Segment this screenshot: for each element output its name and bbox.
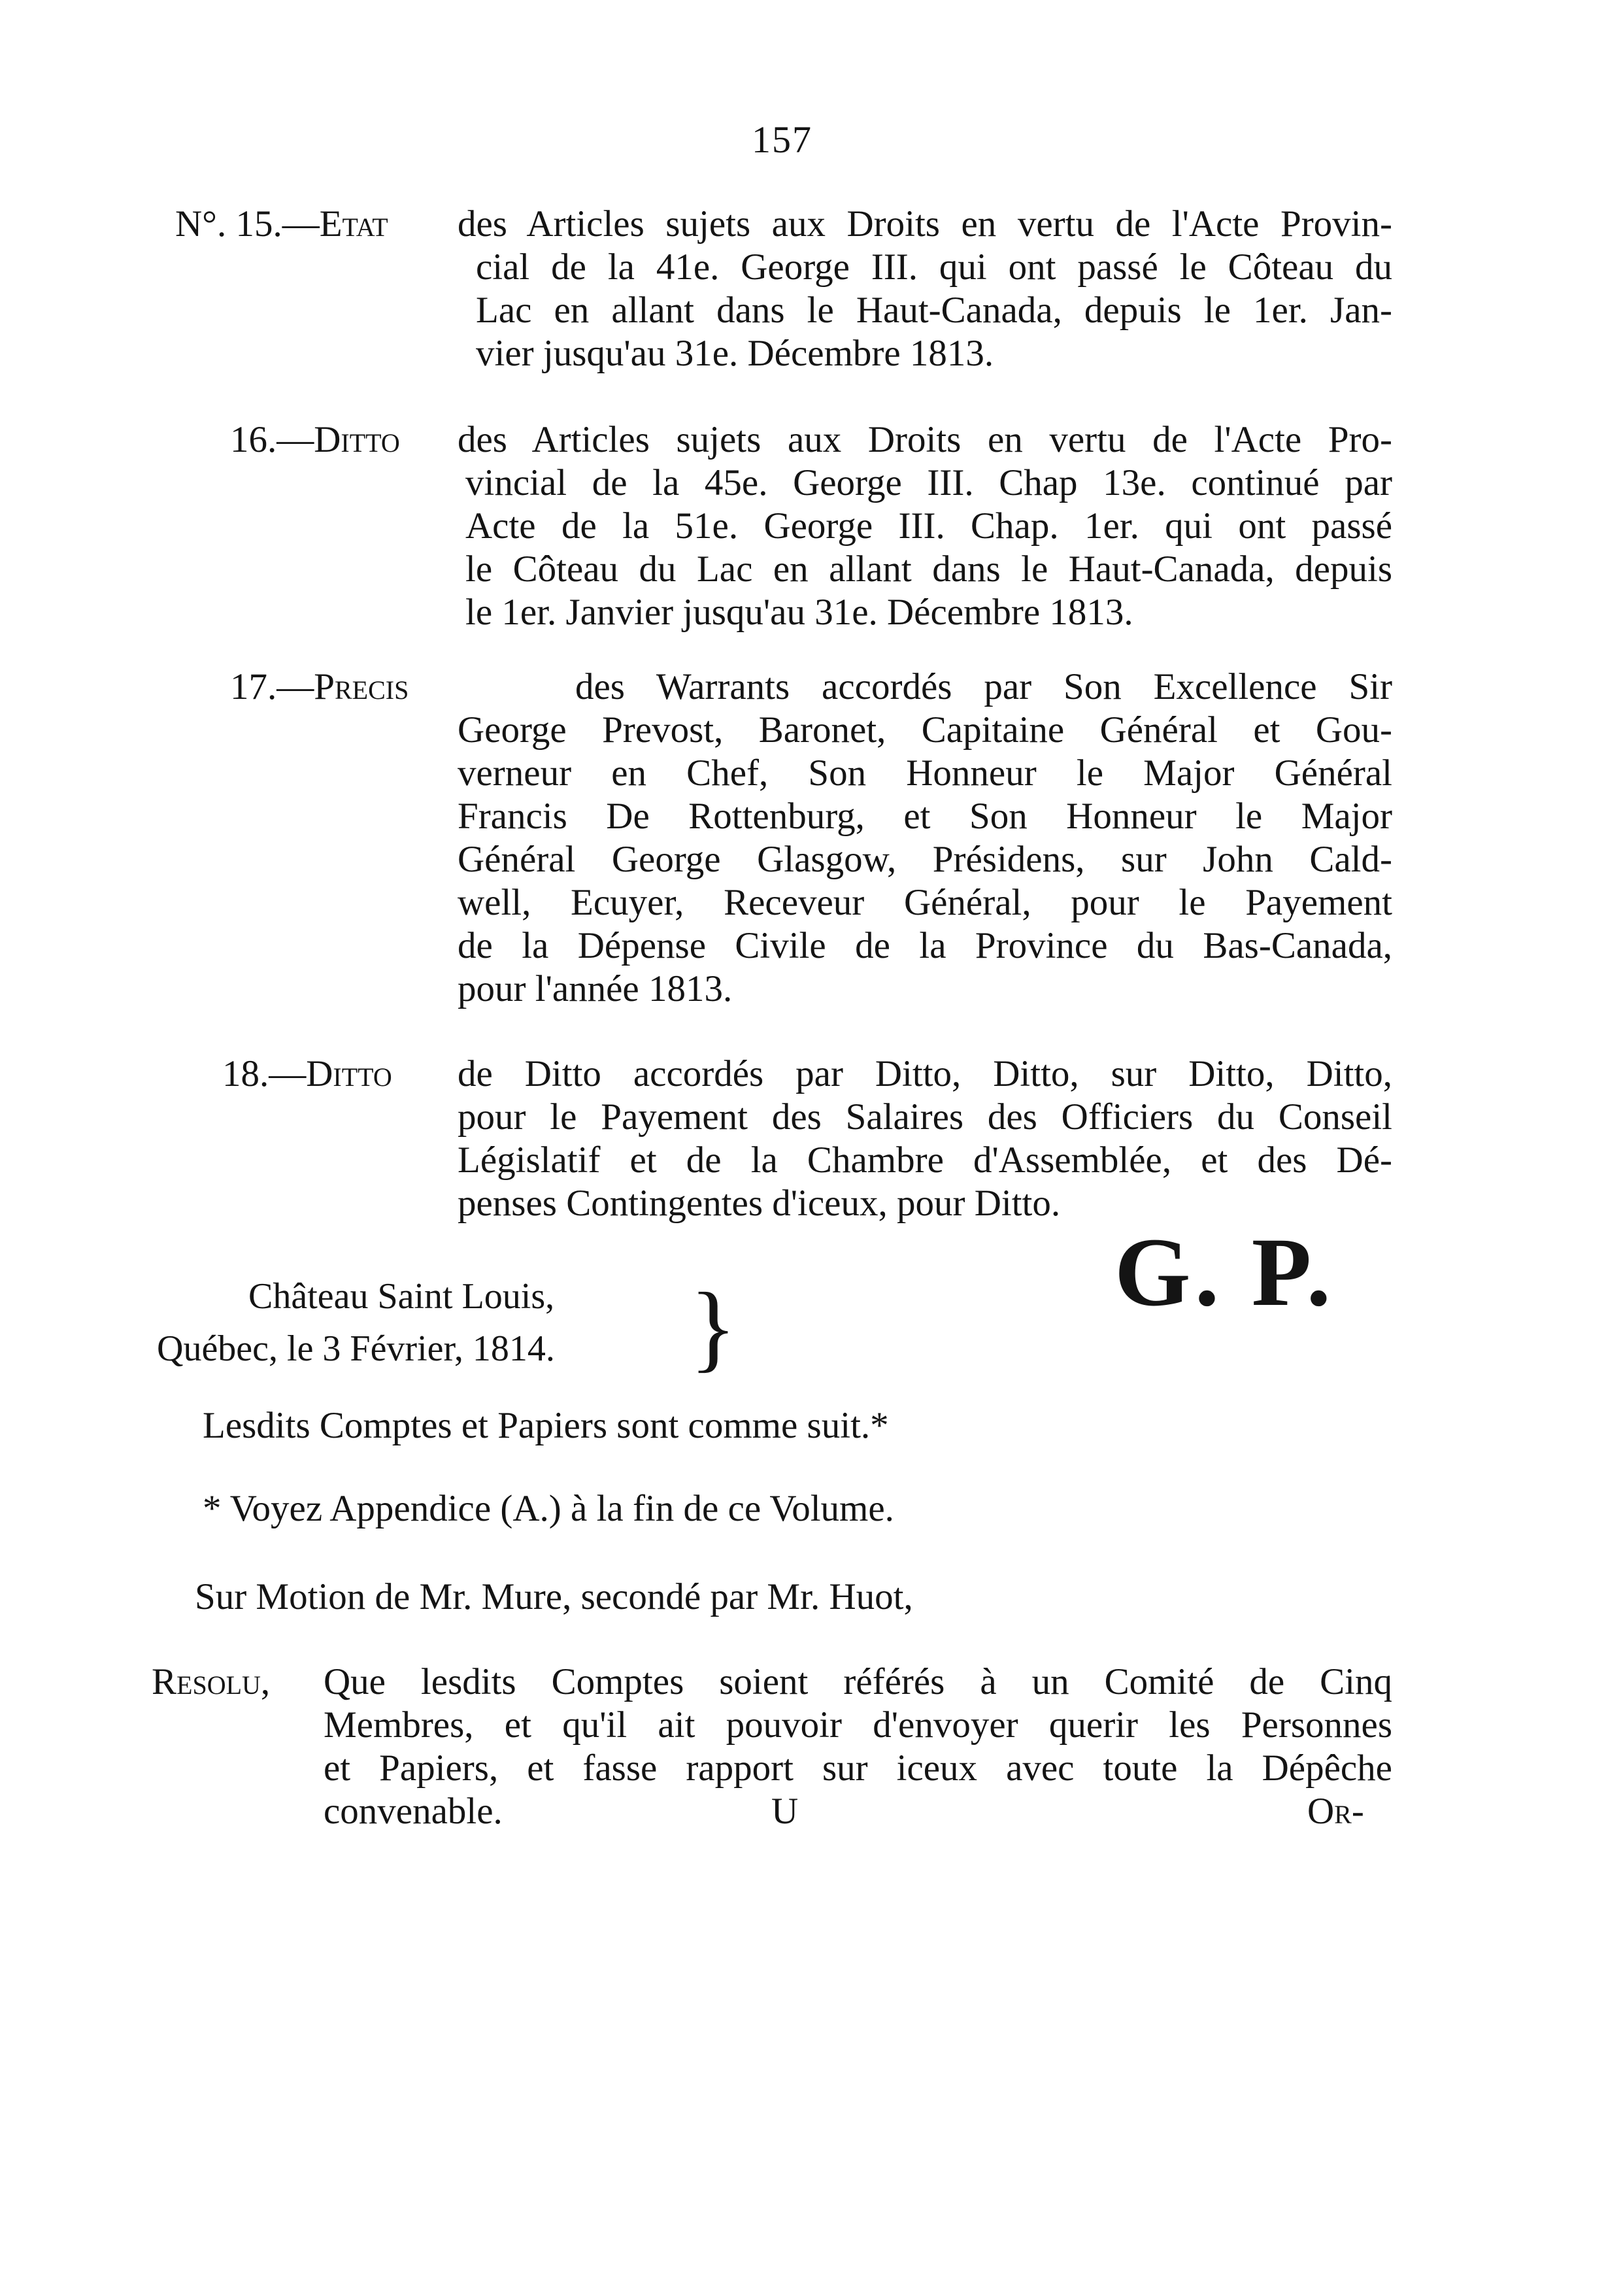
entry-head: Ditto	[306, 1053, 392, 1094]
entry-line: well, Ecuyer, Receveur Général, pour le Payement	[458, 882, 1392, 923]
entry-line: Général George Glasgow, Présidens, sur John Cald-	[458, 839, 1392, 880]
entry-17-number	[230, 666, 409, 709]
entry-line: de Ditto accordés par Ditto, Ditto, sur Ditto, Ditto,	[458, 1053, 1392, 1094]
signature-initials: G. P.	[1114, 1218, 1335, 1326]
entry-line: pour le Payement des Salaires des Officiers du Conseil	[458, 1096, 1392, 1138]
entry-17-continuation	[458, 709, 1392, 1011]
resolution-line: et Papiers, et fasse rapport sur iceux avec toute la Dépêche	[324, 1747, 1392, 1789]
entry-line: Acte de la 51e. George III. Chap. 1er. qui ont passé	[465, 505, 1392, 547]
entry-15-number	[175, 203, 388, 246]
resolution-continuation	[324, 1704, 1392, 1790]
page-number: 157	[752, 118, 812, 161]
entry-head: Precis	[314, 666, 409, 707]
resolution-line: Membres, et qu'il ait pouvoir d'envoyer querir les Personnes	[324, 1704, 1392, 1746]
resolution-last-line: convenable.	[324, 1791, 503, 1832]
entry-line: pour l'année 1813.	[458, 968, 733, 1009]
entry-line: verneur en Chef, Son Honneur le Major Général	[458, 752, 1392, 794]
entry-number: 18.—	[222, 1053, 307, 1094]
place-line-1: Château Saint Louis,	[248, 1276, 555, 1317]
entry-number: 16.—	[230, 419, 314, 460]
entry-line: vier jusqu'au 31e. Décembre 1813.	[476, 333, 994, 374]
catchword: Or-	[1307, 1791, 1364, 1832]
entry-16-number	[230, 418, 400, 462]
entry-16-continuation	[465, 462, 1392, 634]
entry-line: Francis De Rottenburg, et Son Honneur le Major	[458, 796, 1392, 837]
entry-line: cial de la 41e. George III. qui ont passé le Côteau du	[476, 246, 1392, 288]
entry-15-text	[458, 203, 1392, 246]
entry-head: Ditto	[314, 419, 400, 460]
entry-line: de la Dépense Civile de la Province du Bas-Canada,	[458, 925, 1392, 966]
entry-line: le 1er. Janvier jusqu'au 31e. Décembre 1813.	[465, 592, 1133, 633]
entry-head: Etat	[319, 203, 388, 245]
resolution-first-line	[324, 1661, 1392, 1704]
resolution-head-text: Resolu,	[152, 1661, 271, 1702]
entry-line: Lac en allant dans le Haut-Canada, depuis le 1er. Jan-	[476, 290, 1392, 331]
resolution-head	[152, 1661, 270, 1704]
entry-line: le Côteau du Lac en allant dans le Haut-Canada, depuis	[465, 549, 1392, 590]
entry-18-number	[222, 1053, 392, 1096]
place-line-2: Québec, le 3 Février, 1814.	[157, 1328, 555, 1369]
motion-line: Sur Motion de Mr. Mure, secondé par Mr. Huot,	[195, 1576, 913, 1617]
entry-line: vincial de la 45e. George III. Chap 13e. continué par	[465, 462, 1392, 503]
entry-line: Législatif et de la Chambre d'Assemblée, et des Dé-	[458, 1140, 1392, 1181]
accounts-statement: Lesdits Comptes et Papiers sont comme suit.*	[203, 1405, 889, 1446]
entry-number: 17.—	[230, 666, 314, 707]
signature-mark: U	[771, 1791, 799, 1832]
entry-18-continuation	[458, 1096, 1392, 1225]
resolution-line: Que lesdits Comptes soient référés à un Comité de Cinq	[324, 1661, 1392, 1702]
entry-line: des Articles sujets aux Droits en vertu de l'Acte Provin-	[458, 203, 1392, 245]
entry-line: des Articles sujets aux Droits en vertu de l'Acte Pro-	[458, 419, 1392, 460]
entry-number: N°. 15.—	[175, 203, 320, 245]
entry-18-text	[458, 1053, 1392, 1096]
entry-17-text	[575, 666, 1392, 709]
entry-line: George Prevost, Baronet, Capitaine Général et Gou-	[458, 709, 1392, 751]
entry-15-continuation	[476, 246, 1392, 375]
entry-line: des Warrants accordés par Son Excellence Sir	[575, 666, 1392, 707]
entry-16-text	[458, 418, 1392, 462]
brace-mark: }	[690, 1273, 737, 1381]
entry-line: penses Contingentes d'iceux, pour Ditto.	[458, 1183, 1061, 1224]
appendix-footnote: * Voyez Appendice (A.) à la fin de ce Volume.	[203, 1488, 894, 1529]
